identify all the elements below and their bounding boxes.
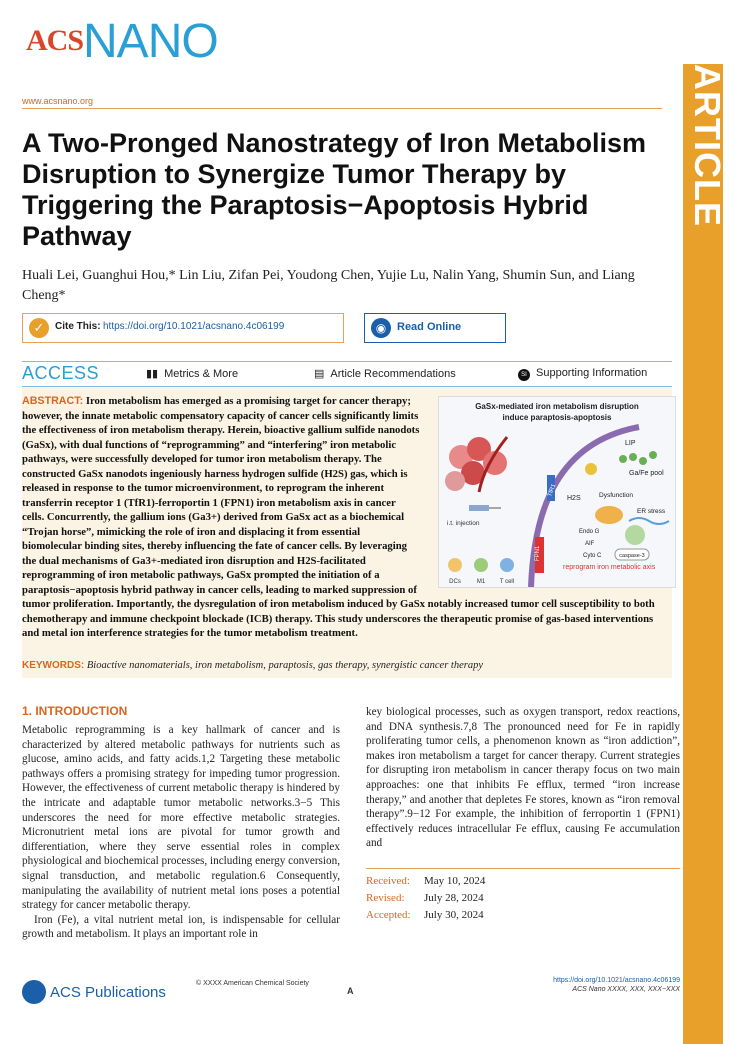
date-label: Revised: bbox=[366, 892, 405, 904]
body-column-right bbox=[366, 705, 680, 851]
fig-aif: AIF bbox=[585, 541, 595, 547]
intro-paragraph-1: Metabolic reprogramming is a key hallmark of cancer and is characterized by altered metabolic pathways for nutrients such as glucose, amino acids, and fatty acids.1,2 Targeting these metabolic pathways offers a promising strategy for impeding tumor progression. However, the effectiveness of current metabolic therapy is hindered by the intricate and adaptable tumor metabolic networks.3−5 This underscores the need for more effective metabolic strategies. Micronutrient metal ions are pivotal for tumor growth and differentiation, where they serve essential roles in complex physiological and biochemical processes, including energy conversion, signal transduction, and metabolic regulation.6 Consequently, manipulating the availability of nutrient metal ions poses a potential strategy for cancer metabolic therapy. bbox=[22, 724, 340, 912]
metrics-button[interactable] bbox=[146, 367, 238, 380]
date-label: Received: bbox=[366, 875, 410, 887]
read-online-label: Read Online bbox=[397, 321, 462, 333]
iron-ion-icon bbox=[585, 463, 597, 475]
fig-endo: Endo G bbox=[579, 529, 600, 535]
cite-this-box bbox=[22, 313, 344, 343]
fig-fpn1: FPN1 bbox=[535, 545, 541, 561]
copyright-notice: © XXXX American Chemical Society bbox=[196, 980, 309, 987]
footer-doi-link[interactable]: https://doi.org/10.1021/acsnano.4c06199 bbox=[553, 977, 680, 984]
fig-reprogram: reprogram iron metabolic axis bbox=[563, 564, 656, 571]
fig-title-1: GaSx-mediated iron metabolism disruption bbox=[475, 402, 639, 411]
acs-publications-logo bbox=[22, 980, 166, 1004]
site-url-link[interactable]: www.acsnano.org bbox=[22, 96, 94, 106]
fig-er-stress: ER stress bbox=[637, 508, 666, 515]
si-icon: SI bbox=[518, 369, 530, 381]
section-heading-introduction: 1. INTRODUCTION bbox=[22, 704, 128, 718]
read-online-button[interactable] bbox=[364, 313, 506, 343]
header-divider bbox=[22, 108, 662, 109]
acs-globe-icon bbox=[22, 980, 46, 1004]
check-badge-icon: ✓ bbox=[29, 318, 49, 338]
date-value: July 28, 2024 bbox=[424, 892, 484, 904]
intro-paragraph-3: key biological processes, such as oxygen transport, redox reactions, and DNA synthesis.7,8 The pronounced need for Fe in rapidly proliferating tumor cells, a phenomenon known as “iron addiction”, makes iron metabolism a target for cancer therapy. Current strategies for disrupting iron metabolism in cancer therapy focus on two main approaches: one that inhibits Fe efflux, termed “iron increase therapy,” and another that depletes Fe stores, known as “iron removal therapy”.9−12 For example, the inhibition of ferroportin 1 (FPN1) effectively reduces intracellular Fe efflux, causing Fe accumulation and bbox=[366, 706, 680, 850]
fig-caspase: caspase-3 bbox=[619, 553, 645, 559]
keywords bbox=[22, 660, 672, 671]
cite-label: Cite This: bbox=[55, 321, 101, 332]
supporting-label: Supporting Information bbox=[536, 367, 648, 379]
fig-h2s: H2S bbox=[567, 495, 581, 502]
fig-pool: Ga/Fe pool bbox=[629, 470, 664, 477]
body-column-left bbox=[22, 723, 340, 942]
logo-nano: NANO bbox=[83, 15, 218, 68]
fig-title-2: induce paraptosis-apoptosis bbox=[502, 413, 612, 422]
date-value: May 10, 2024 bbox=[424, 875, 486, 887]
recommendations-label: Article Recommendations bbox=[330, 368, 456, 380]
nucleus-icon bbox=[625, 525, 645, 545]
fig-cell-m1: M1 bbox=[476, 579, 486, 585]
fig-lip: LIP bbox=[625, 440, 636, 447]
bar-chart-icon: ▮▮ bbox=[146, 368, 159, 380]
abstract-text: Iron metabolism has emerged as a promising target for cancer therapy; however, the innate metabolic compensatory capacity of cancer cells significantly limits the effectiveness of iron metabolism therapy. Herein, bioactive gallium sulfide nanodots (GaSx), with dual functions of “reprogramming” and “interfering” iron metabolic pathways, were successfully developed for tumor iron metabolism therapy. The constructed GaSx nanodots ingeniously harness hydrogen sulfide (H2S) gas, which is released in response to the tumor microenvironment, to reprogram the inherent transferrin receptor 1 (TfR1)-ferroportin 1 (FPN1) iron metabolism axis in cancer cells. Concurrently, the gallium ions (Ga3+) derived from GaSx act as a biochemical “Trojan horse”, mimicking the role of iron and displacing it from essential biomolecular binding sites, thereby influencing the fate of cancer cells. By leveraging the dual mechanisms of Ga3+-mediated iron disruption and H2S-facilitated reprogramming of iron metabolic pathways, GaSx prompted the initiation of a paraptosis−apoptosis hybrid pathway in cancer cells, leading to marked suppression of tumor proliferation. Importantly, the dysregulation of iron metabolism induced by GaSx notably increased tumor cell susceptibility to both chemotherapy and immune checkpoint blockade (ICB) therapy. This study underscores the therapeutic promise of gas-based interventions and metal ion interference strategies for the tumor metabolism treatment. bbox=[22, 395, 655, 639]
abstract-heading: ABSTRACT: bbox=[22, 395, 84, 407]
cite-doi-link[interactable]: https://doi.org/10.1021/acsnano.4c06199 bbox=[103, 321, 285, 332]
author-list: Huali Lei, Guanghui Hou,* Lin Liu, Zifan Pei, Youdong Chen, Yujie Lu, Nalin Yang, Shumin Sun, and Liang Cheng* bbox=[22, 268, 635, 303]
article-dates bbox=[366, 868, 680, 924]
date-revised bbox=[366, 890, 680, 907]
date-value: July 30, 2024 bbox=[424, 909, 484, 921]
logo-acs: ACS bbox=[26, 24, 84, 57]
intro-paragraph-2: Iron (Fe), a vital nutrient metal ion, is indispensable for cellular growth and metabolism. It plays an important role in bbox=[22, 913, 340, 941]
toc-graphic bbox=[438, 396, 676, 588]
globe-icon: ◉ bbox=[371, 318, 391, 338]
mitochondrion-icon bbox=[595, 506, 623, 524]
publisher-name: ACS Publications bbox=[50, 983, 166, 1001]
article-title: A Two-Pronged Nanostrategy of Iron Metabolism Disruption to Synergize Tumor Therapy by Triggering the Paraptosis−Apoptosis Hybrid Pathway bbox=[22, 128, 647, 251]
fig-injection-label: i.t. injection bbox=[447, 520, 480, 527]
keywords-text: Bioactive nanomaterials, iron metabolism, paraptosis, gas therapy, synergistic cancer therapy bbox=[86, 660, 483, 671]
fig-cell-t: T cell bbox=[499, 579, 515, 585]
fig-cell-dcs: DCs bbox=[449, 579, 461, 585]
toc-illustration bbox=[439, 397, 675, 587]
immune-cells-icon bbox=[448, 558, 514, 572]
supporting-info-button[interactable] bbox=[518, 367, 647, 381]
footer-journal-ref: ACS Nano XXXX, XXX, XXX−XXX bbox=[572, 986, 680, 993]
fig-dysfunction: Dysfunction bbox=[599, 492, 633, 499]
article-list-icon: ▤ bbox=[314, 368, 325, 380]
fig-cyto: Cyto C bbox=[583, 553, 602, 559]
date-received bbox=[366, 873, 680, 890]
date-label: Accepted: bbox=[366, 909, 411, 921]
journal-logo bbox=[26, 15, 218, 68]
recommendations-button[interactable] bbox=[314, 367, 456, 380]
keywords-label: KEYWORDS: bbox=[22, 660, 85, 671]
metrics-label: Metrics & More bbox=[164, 368, 239, 380]
article-type-tab bbox=[683, 64, 728, 1044]
article-tab-label: ARTICLE bbox=[687, 64, 728, 227]
access-label: ACCESS bbox=[22, 363, 100, 383]
fig-tfr1: TfR1 bbox=[547, 483, 558, 498]
date-accepted bbox=[366, 907, 680, 924]
page-number: A bbox=[347, 986, 354, 996]
access-bar bbox=[22, 361, 672, 387]
